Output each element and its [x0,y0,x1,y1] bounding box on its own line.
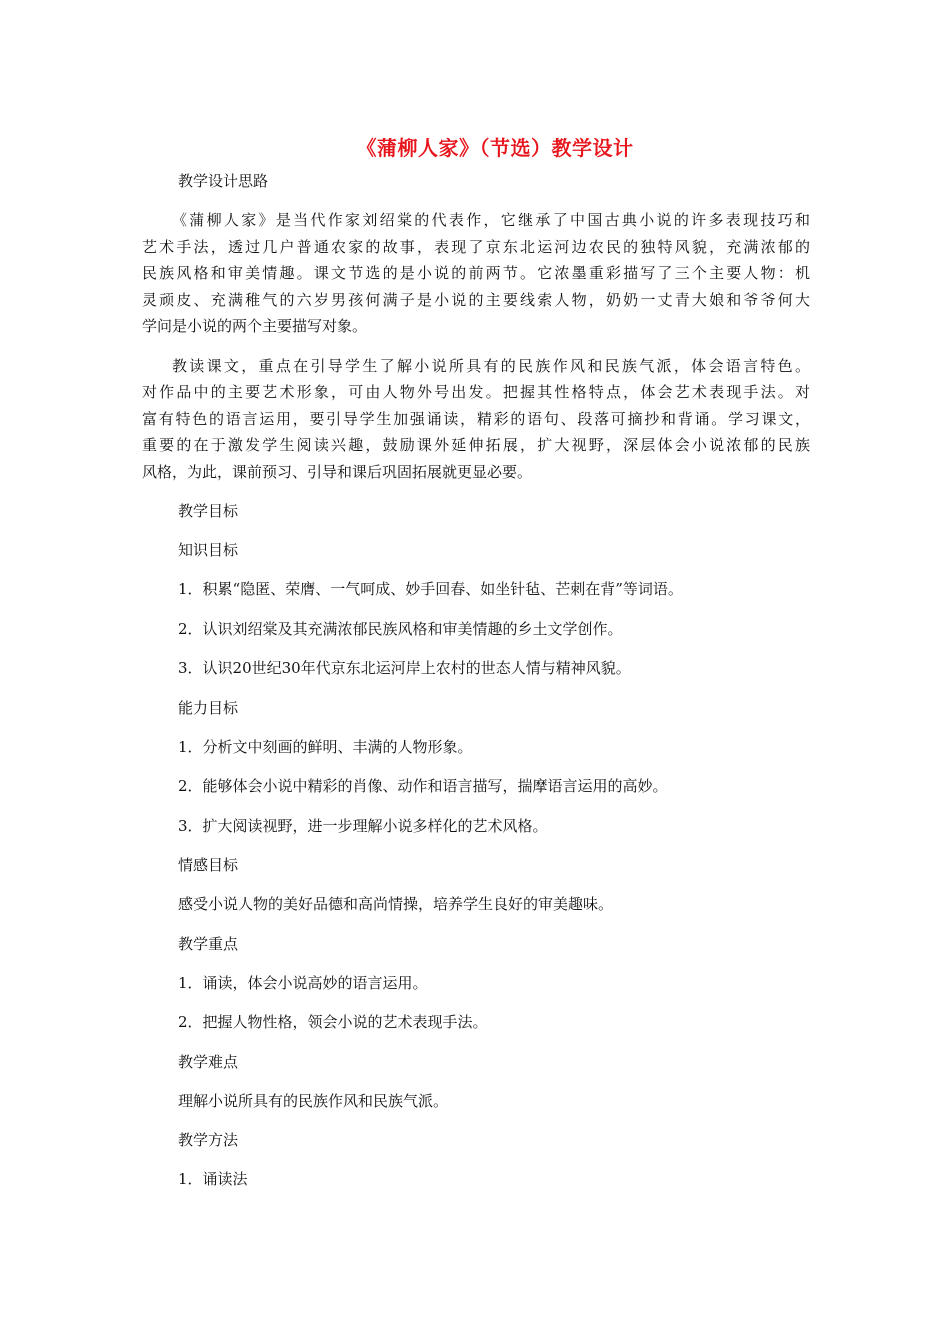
paragraph-line: 富有特色的语言运用，要引导学生加强诵读，精彩的语句、段落可摘抄和背诵。学习课文， [142,409,810,428]
paragraph-line: 对作品中的主要艺术形象，可由人物外号出发。把握其性格特点，体会艺术表现手法。对 [142,383,810,401]
list-item: 2．把握人物性格，领会小说的艺术表现手法。 [178,1013,488,1031]
section-heading: 教学重点 [178,934,239,953]
list-item: 理解小说所具有的民族作风和民族气派。 [178,1091,449,1110]
paragraph-line: 灵顽皮、充满稚气的六岁男孩何满子是小说的主要线索人物，奶奶一丈青大娘和爷爷何大 [142,290,810,309]
paragraph [142,207,810,340]
paragraph-line: 民族风格和审美情趣。课文节选的是小说的前两节。它浓墨重彩描写了三个主要人物：机 [142,264,810,282]
paragraph-line: 重要的在于激发学生阅读兴趣，鼓励课外延伸拓展，扩大视野，深层体会小说浓郁的民族 [142,436,810,454]
list-item: 1．积累“隐匿、荣膺、一气呵成、妙手回春、如坐针毡、芒刺在背”等词语。 [178,580,683,598]
paragraph-line: 学问是小说的两个主要描写对象。 [142,317,368,335]
list-item: 1．诵读，体会小说高妙的语言运用。 [178,973,428,992]
section-heading: 教学目标 [178,502,239,520]
list-item: 3．扩大阅读视野，进一步理解小说多样化的艺术风格。 [178,816,548,835]
section-heading: 情感目标 [178,856,239,874]
list-item: 2．认识刘绍棠及其充满浓郁民族风格和审美情趣的乡土文学创作。 [178,619,623,638]
list-item: 1．分析文中刻画的鲜明、丰满的人物形象。 [178,737,473,756]
document-body [142,168,810,1206]
list-item: 2．能够体会小说中精彩的肖像、动作和语言描写，揣摩语言运用的高妙。 [178,777,668,795]
section-heading: 知识目标 [178,541,239,559]
list-item: 1．诵读法 [178,1170,248,1188]
section-heading: 教学设计思路 [178,172,269,190]
paragraph [142,353,810,486]
paragraph-line: 艺术手法，透过几户普通农家的故事，表现了京东北运河边农民的独特风貌，充满浓郁的 [142,237,810,256]
paragraph-line: 风格，为此，课前预习、引导和课后巩固拓展就更显必要。 [142,462,533,481]
list-item: 3．认识20世纪30年代京东北运河岸上农村的世态人情与精神风貌。 [178,659,631,677]
section-heading: 能力目标 [178,698,239,717]
section-heading: 教学难点 [178,1052,239,1071]
paragraph-line: 《蒲柳人家》是当代作家刘绍棠的代表作，它继承了中国古典小说的许多表现技巧和 [172,211,810,229]
document-title: 《蒲柳人家》（节选）教学设计 [356,136,634,160]
section-heading: 教学方法 [178,1131,239,1149]
paragraph-line: 教读课文，重点在引导学生了解小说所具有的民族作风和民族气派，体会语言特色。 [172,356,810,375]
list-item: 感受小说人物的美好品德和高尚情操，培养学生良好的审美趣味。 [178,895,614,913]
